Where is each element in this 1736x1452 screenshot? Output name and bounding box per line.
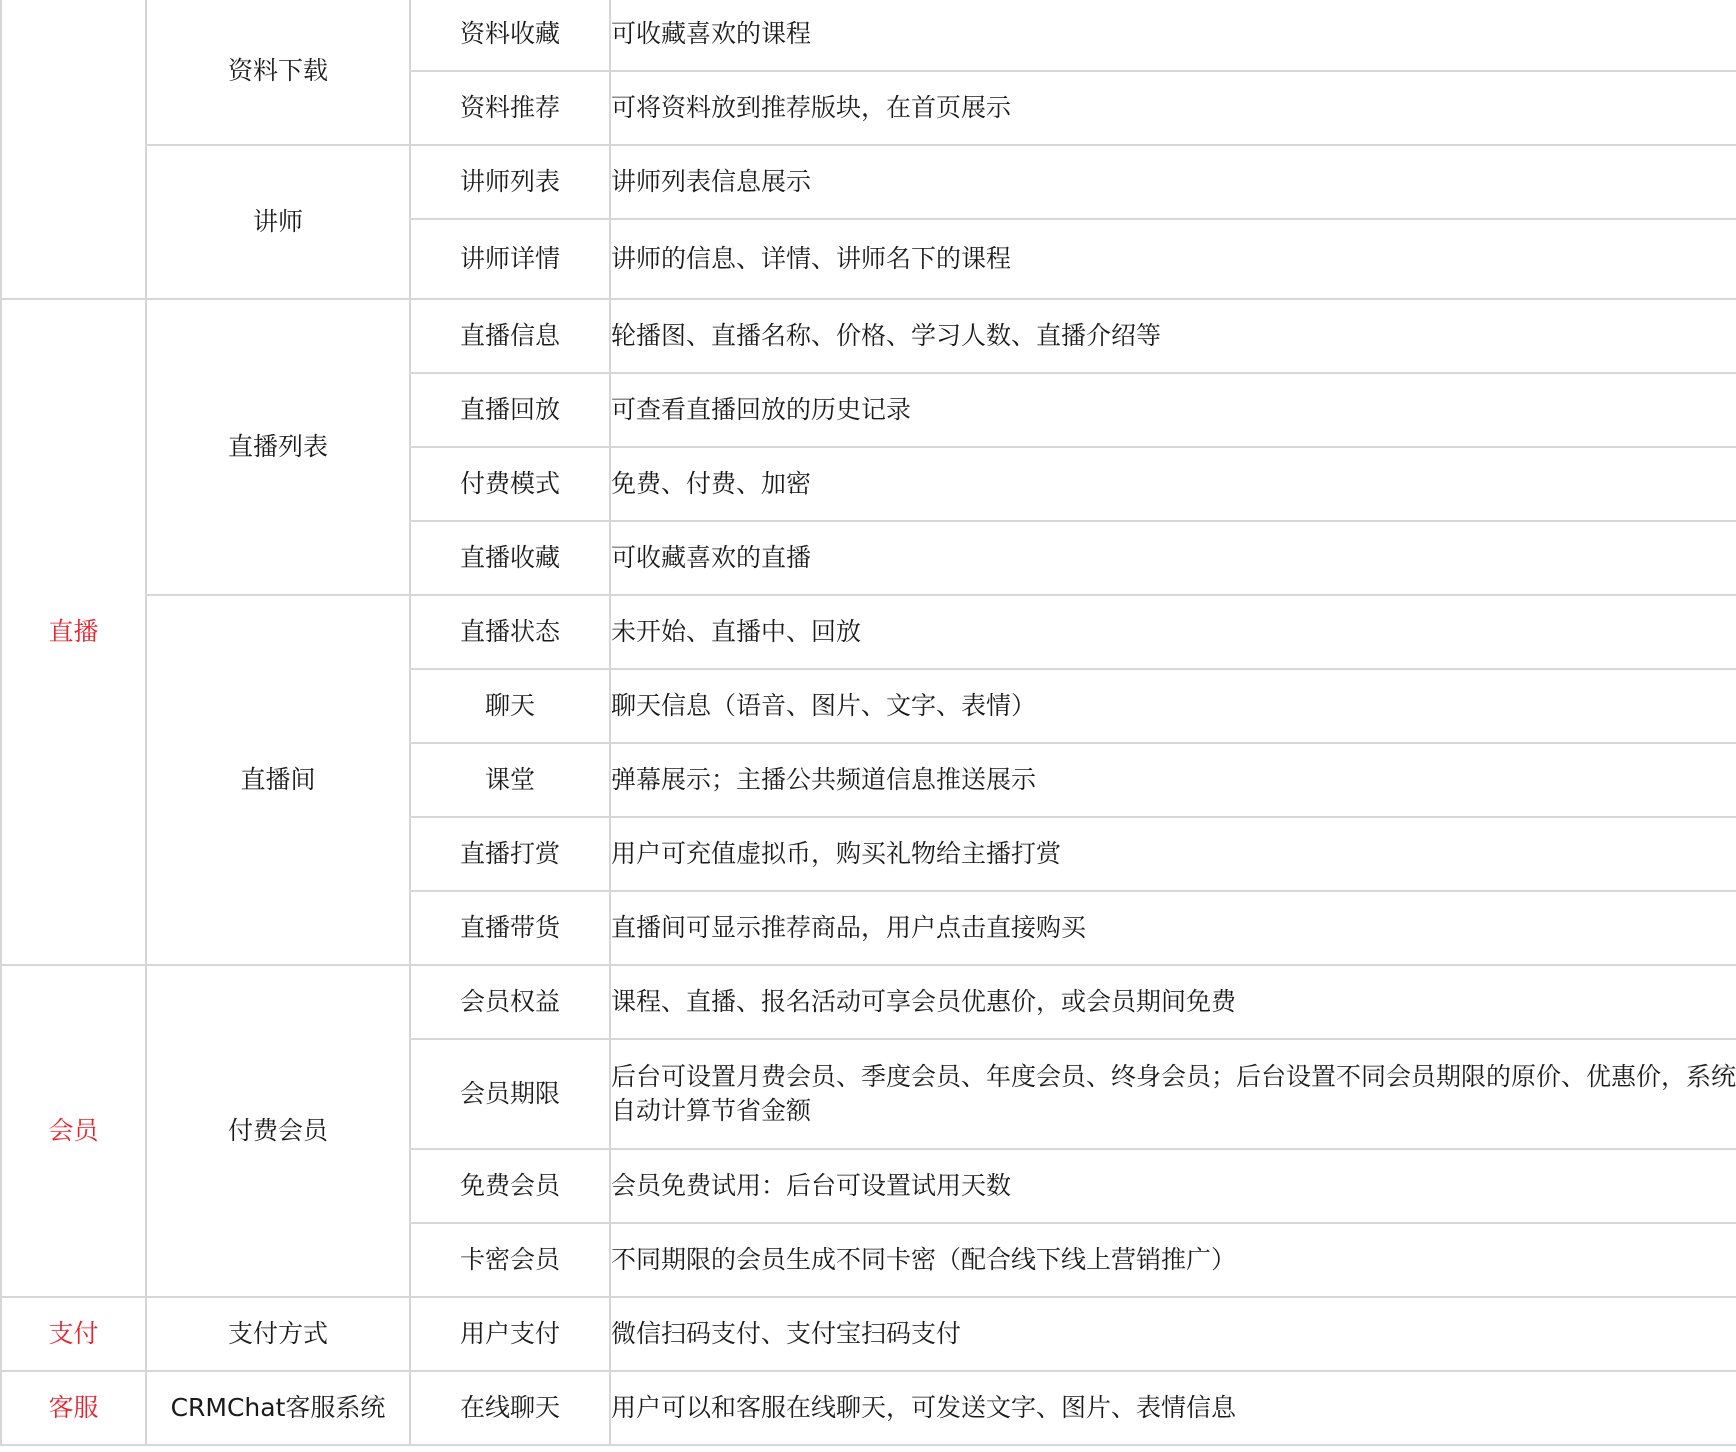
table-row — [1, 965, 1736, 1039]
item-cell: 讲师列表 — [410, 145, 610, 219]
table-row — [1, 1297, 1736, 1371]
function-cell: 直播间 — [146, 595, 410, 965]
description-cell: 微信扫码支付、支付宝扫码支付 — [610, 1297, 1736, 1371]
description-cell: 可收藏喜欢的直播 — [610, 521, 1736, 595]
item-cell: 资料推荐 — [410, 71, 610, 145]
description-cell: 弹幕展示；主播公共频道信息推送展示 — [610, 743, 1736, 817]
description-cell: 讲师列表信息展示 — [610, 145, 1736, 219]
item-cell: 直播收藏 — [410, 521, 610, 595]
item-cell: 免费会员 — [410, 1149, 610, 1223]
table-row — [1, 0, 1736, 71]
description-cell: 会员免费试用：后台可设置试用天数 — [610, 1149, 1736, 1223]
item-cell: 课堂 — [410, 743, 610, 817]
item-cell: 聊天 — [410, 669, 610, 743]
item-cell: 在线聊天 — [410, 1371, 610, 1445]
item-cell: 直播信息 — [410, 299, 610, 373]
table-row — [1, 1371, 1736, 1445]
function-cell: 讲师 — [146, 145, 410, 299]
module-cell: 会员 — [1, 965, 146, 1297]
description-cell: 后台可设置月费会员、季度会员、年度会员、终身会员；后台设置不同会员期限的原价、优惠价，系统自动计算节省金额 — [610, 1039, 1736, 1149]
item-cell: 会员期限 — [410, 1039, 610, 1149]
table-row — [1, 595, 1736, 669]
item-cell: 讲师详情 — [410, 219, 610, 299]
description-cell: 用户可以和客服在线聊天，可发送文字、图片、表情信息 — [610, 1371, 1736, 1445]
table-row — [1, 145, 1736, 219]
item-cell: 卡密会员 — [410, 1223, 610, 1297]
function-cell: 支付方式 — [146, 1297, 410, 1371]
description-cell: 不同期限的会员生成不同卡密（配合线下线上营销推广） — [610, 1223, 1736, 1297]
module-cell: 直播 — [1, 299, 146, 965]
item-cell: 会员权益 — [410, 965, 610, 1039]
description-cell: 免费、付费、加密 — [610, 447, 1736, 521]
description-cell: 轮播图、直播名称、价格、学习人数、直播介绍等 — [610, 299, 1736, 373]
item-cell: 直播带货 — [410, 891, 610, 965]
module-cell: 支付 — [1, 1297, 146, 1371]
description-cell: 未开始、直播中、回放 — [610, 595, 1736, 669]
table-row — [1, 299, 1736, 373]
item-cell: 直播打赏 — [410, 817, 610, 891]
description-cell: 可将资料放到推荐版块，在首页展示 — [610, 71, 1736, 145]
description-cell: 可查看直播回放的历史记录 — [610, 373, 1736, 447]
item-cell: 直播状态 — [410, 595, 610, 669]
description-cell: 直播间可显示推荐商品，用户点击直接购买 — [610, 891, 1736, 965]
item-cell: 直播回放 — [410, 373, 610, 447]
description-cell: 讲师的信息、详情、讲师名下的课程 — [610, 219, 1736, 299]
function-cell: 资料下载 — [146, 0, 410, 145]
function-cell: CRMChat客服系统 — [146, 1371, 410, 1445]
description-cell: 可收藏喜欢的课程 — [610, 0, 1736, 71]
module-cell: 客服 — [1, 1371, 146, 1445]
description-cell: 聊天信息（语音、图片、文字、表情） — [610, 669, 1736, 743]
module-cell — [1, 0, 146, 299]
description-cell: 用户可充值虚拟币，购买礼物给主播打赏 — [610, 817, 1736, 891]
function-cell: 直播列表 — [146, 299, 410, 595]
item-cell: 付费模式 — [410, 447, 610, 521]
function-cell: 付费会员 — [146, 965, 410, 1297]
item-cell: 资料收藏 — [410, 0, 610, 71]
description-cell: 课程、直播、报名活动可享会员优惠价，或会员期间免费 — [610, 965, 1736, 1039]
item-cell: 用户支付 — [410, 1297, 610, 1371]
